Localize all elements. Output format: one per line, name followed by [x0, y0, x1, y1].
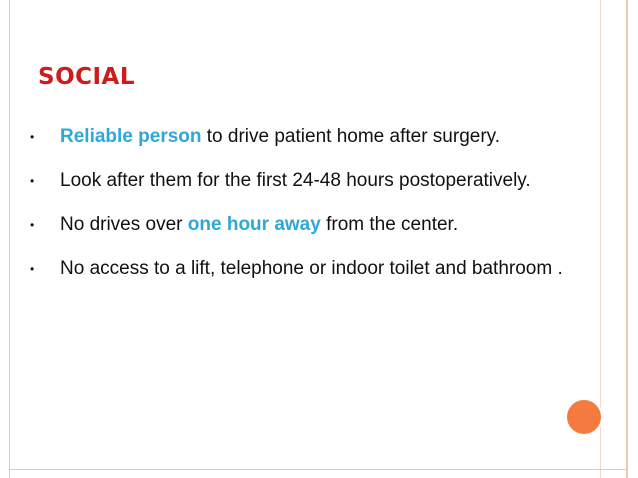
frame-bottom-line: [9, 469, 628, 470]
bullet-dot: •: [30, 174, 35, 188]
bullet-text: Look after them for the first 24-48 hours postoperatively.: [60, 170, 531, 191]
bullet-list: [30, 119, 590, 295]
bullet-dot: •: [30, 218, 35, 232]
slide-title: SOCIAL: [38, 64, 136, 90]
bullet-dot: •: [30, 262, 35, 276]
bullet-item: [30, 163, 590, 199]
bullet-dot: •: [30, 130, 35, 144]
bullet-item: [30, 119, 590, 155]
bullet-item: [30, 207, 590, 243]
bullet-highlight-text: one hour away: [187, 214, 321, 235]
bullet-highlight-text: Reliable person: [60, 126, 202, 147]
accent-circle: [565, 398, 603, 436]
frame-right-outer-line: [626, 0, 628, 478]
frame-left-line: [9, 0, 10, 478]
bullet-text: No access to a lift, telephone or indoor toilet and bathroom .: [60, 258, 563, 279]
bullet-text: to drive patient home after surgery.: [201, 126, 501, 147]
bullet-item: [30, 251, 590, 287]
bullet-text: No drives over: [60, 214, 188, 235]
bullet-text: from the center.: [320, 214, 459, 235]
